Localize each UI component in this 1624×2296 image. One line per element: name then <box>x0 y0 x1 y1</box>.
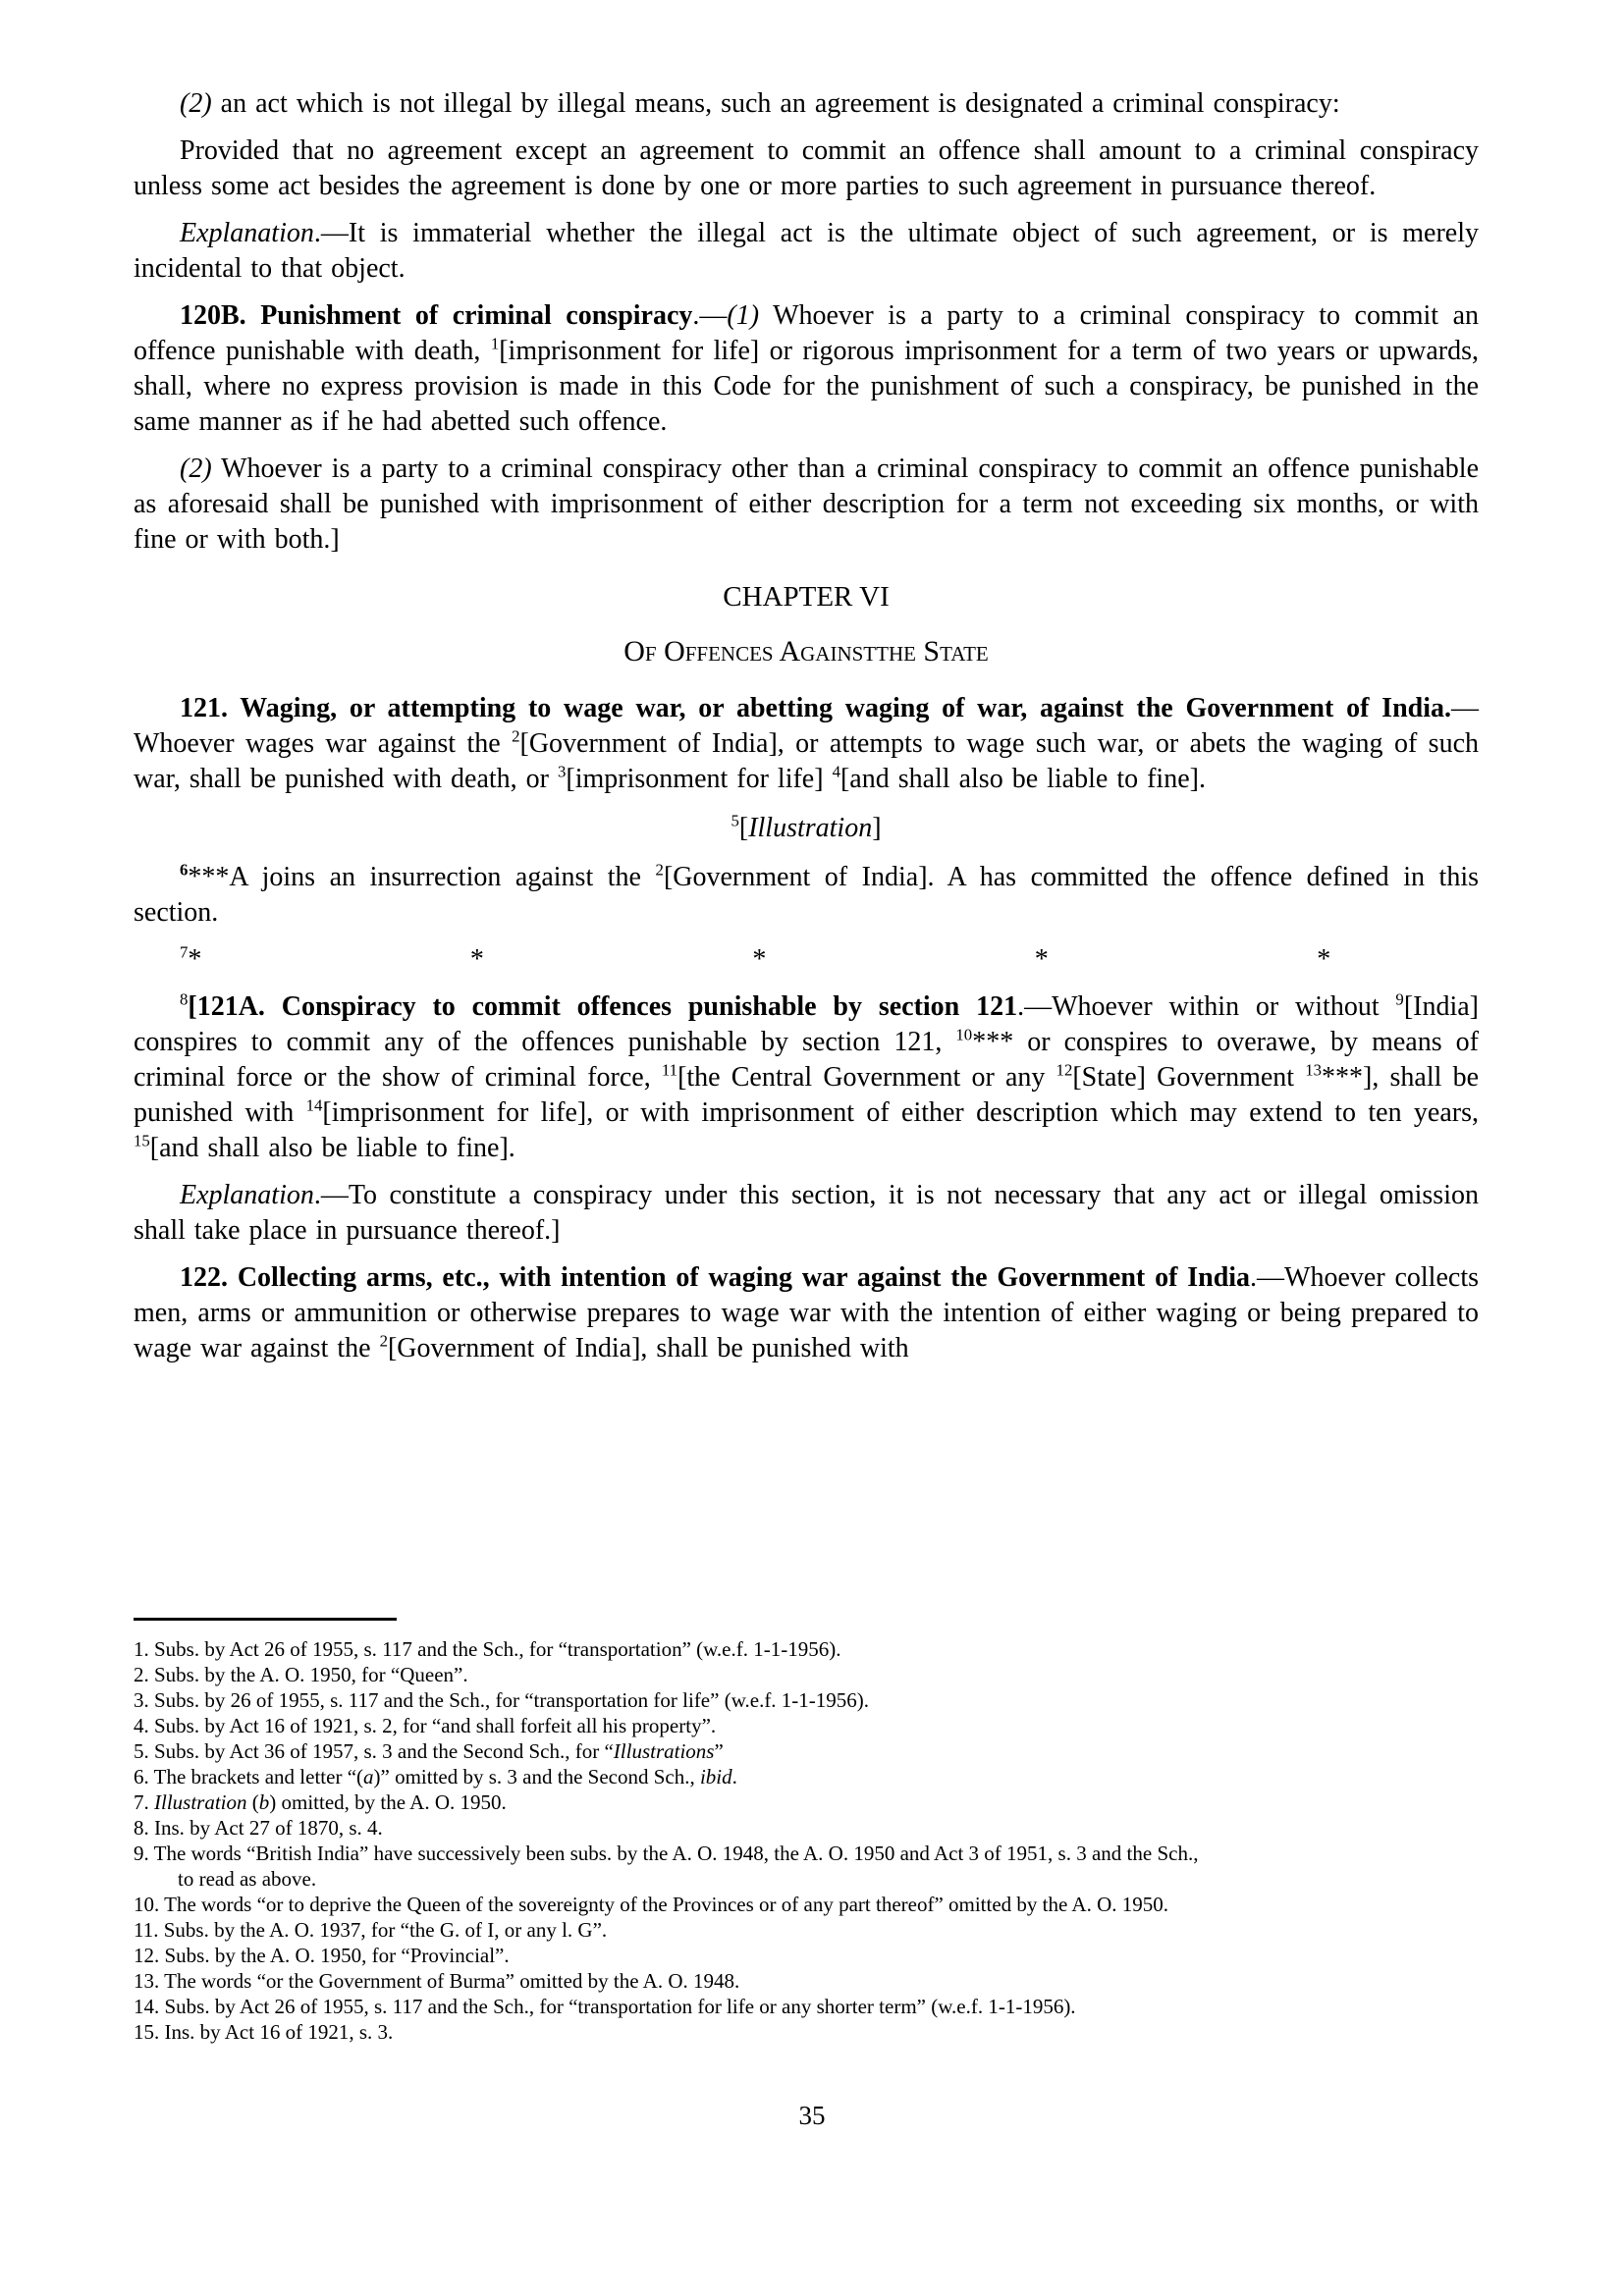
paragraph-section-121: 121. Waging, or attempting to wage war, or abetting waging of war, against the Government of India.—Whoever wages war against the $^2$[Government of India], or attempts to wage such war, or abets the waging of such war, shall be punished with death, or $^3$[imprisonment for life] $^4$[and shall also be liable to fine]. <box>134 693 1480 794</box>
paragraph-proviso: Provided that no agreement except an agreement to commit an offence shall amount to a criminal conspiracy unless some act besides the agreement is done by one or more parties to such agreement in pursuance thereof. <box>134 135 1479 201</box>
paragraph-section-122: 122. Collecting arms, etc., with intention of waging war against the Government of India.—Whoever collects men, arms or ammunition or otherwise prepares to wage war with the intention of either waging or being prepared to wage war against the $^2$[Government of India], shall be punished with <box>134 1262 1479 1363</box>
paragraph-section-120b-sub2: (2) Whoever is a party to a criminal conspiracy other than a criminal conspiracy to commit an offence punishable as aforesaid shall be punished with imprisonment of either description for a term not exceeding six months, or with fine or with both.] <box>134 454 1479 555</box>
footnote-item: 13. The words “or the Government of Burma” omitted by the A. O. 1948. <box>134 1969 740 1993</box>
paragraph-section-121a: $^8$[121A. Conspiracy to commit offences punishable by section 121.—Whoever within or without $^9$[India] conspires to commit any of the offences punishable by section 121, $^{10}$*** or conspires to overawe, by means of criminal force or the show of criminal force, $^{11}$[the Central Government or any $^{12}$[State] Government $^{13}$***], shall be punished with $^{14}$[imprisonment for life], or with imprisonment of either description which may extend to ten years, $^{15}$[and shall also be liable to fine]. <box>134 989 1480 1163</box>
footnote-item: 2. Subs. by the A. O. 1950, for “Queen”. <box>134 1663 468 1686</box>
footnote-item: 11. Subs. by the A. O. 1937, for “the G. of I, or any l. G”. <box>134 1918 608 1942</box>
footnote-item: 12. Subs. by the A. O. 1950, for “Provincial”. <box>134 1944 510 1967</box>
footnote-item: 3. Subs. by 26 of 1955, s. 117 and the Sch., for “transportation for life” (w.e.f. 1-1-1956). <box>134 1688 870 1712</box>
asterisk: * <box>1034 944 1049 975</box>
footnote-item: 7. Illustration (b) omitted, by the A. O. 1950. <box>134 1790 507 1814</box>
footnotes-section <box>134 1618 1479 2045</box>
footnote-item: 8. Ins. by Act 27 of 1870, s. 4. <box>134 1816 383 1840</box>
page-number: 35 <box>798 2101 826 2130</box>
asterisk: * <box>469 944 484 975</box>
footnote-item: 10. The words “or to deprive the Queen of the sovereignty of the Provinces or of any part thereof” omitted by the A. O. 1950. <box>134 1893 1168 1916</box>
footnote-item: 1. Subs. by Act 26 of 1955, s. 117 and the Sch., for “transportation” (w.e.f. 1-1-1956). <box>134 1637 841 1661</box>
footnote-item: 14. Subs. by Act 26 of 1955, s. 117 and the Sch., for “transportation for life or any shorter term” (w.e.f. 1-1-1956). <box>134 1995 1076 2018</box>
footnote-item: 9. The words “British India” have successively been subs. by the A. O. 1948, the A. O. 1950 and Act 3 of 1951, s. 3 and the Sch., to read as above. <box>134 1842 1199 1891</box>
asterisk-with-footnote-marker: $^7$* <box>180 942 202 975</box>
footnote-item: 5. Subs. by Act 36 of 1957, s. 3 and the Second Sch., for “Illustrations” <box>134 1739 724 1763</box>
asterisk: * <box>1317 944 1331 975</box>
chapter-subheading: Of Offences Againstthe State <box>623 635 989 667</box>
paragraph-explanation-120b: Explanation.—It is immaterial whether the illegal act is the ultimate object of such agreement, or is merely incidental to that object. <box>134 218 1479 284</box>
paragraph-criminal-conspiracy-definition: (2) an act which is not illegal by illegal means, such an agreement is designated a criminal conspiracy: <box>180 88 1340 119</box>
paragraph-illustration: $^6$***A joins an insurrection against the $^2$[Government of India]. A has committed the offence defined in this section. <box>134 860 1479 928</box>
footnote-item: 4. Subs. by Act 16 of 1921, s. 2, for “and shall forfeit all his property”. <box>134 1714 717 1737</box>
paragraph-section-120b-sub1: 120B. Punishment of criminal conspiracy.—(1) Whoever is a party to a criminal conspiracy to commit an offence punishable with death, $^1$[imprisonment for life] or rigorous imprisonment for a term of two years or upwards, shall, where no express provision is made in this Code for the punishment of such a conspiracy, be punished in the same manner as if he had abetted such offence. <box>134 300 1479 437</box>
footnote-divider <box>134 1618 397 1621</box>
footnote-item: 15. Ins. by Act 16 of 1921, s. 3. <box>134 2020 394 2044</box>
footnote-item: 6. The brackets and letter “(a)” omitted by s. 3 and the Second Sch., ibid. <box>134 1765 737 1789</box>
omission-asterisk-row <box>134 942 1330 978</box>
chapter-heading: CHAPTER VI <box>723 581 890 613</box>
asterisk: * <box>752 944 767 975</box>
paragraph-explanation-121a: Explanation.—To constitute a conspiracy under this section, it is not necessary that any act or illegal omission shall take place in pursuance thereof.] <box>134 1180 1479 1246</box>
illustration-caption: $^5$[Illustration] <box>731 811 882 843</box>
